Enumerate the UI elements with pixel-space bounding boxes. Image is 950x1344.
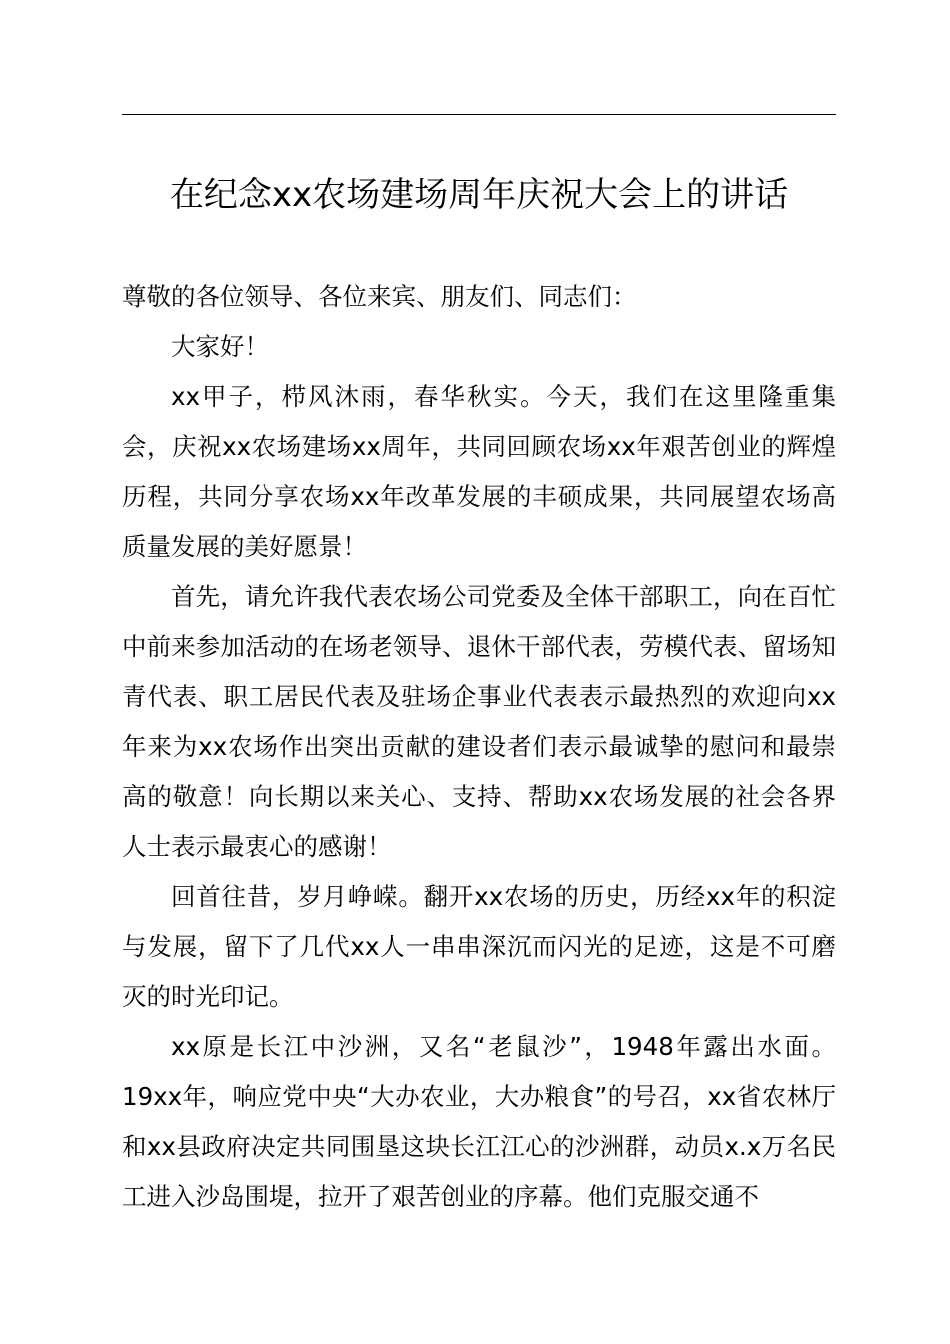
body-paragraph: xx甲子，栉风沐雨，春华秋实。今天，我们在这里隆重集会，庆祝xx农场建场xx周年，共同回顾农场xx年艰苦创业的辉煌历程，共同分享农场xx年改革发展的丰硕成果，共同展望农场高质量发展的美好愿景！ (122, 382, 836, 561)
body-paragraph: 首先，请允许我代表农场公司党委及全体干部职工，向在百忙中前来参加活动的在场老领导、退休干部代表，劳模代表、留场知青代表、职工居民代表及驻场企事业代表表示最热烈的欢迎向xx年来为xx农场作出突出贡献的建设者们表示最诚挚的慰问和最崇高的敬意！向长期以来关心、支持、帮助xx农场发展的社会各界人士表示最衷心的感谢！ (122, 582, 836, 861)
body-paragraph: xx原是长江中沙洲，又名“老鼠沙”，1948年露出水面。19xx年，响应党中央“大办农业，大办粮食”的号召，xx省农林厅和xx县政府决定共同围垦这块长江江心的沙洲群，动员x.x万名民工进入沙岛围堤，拉开了艰苦创业的序幕。他们克服交通不 (122, 1032, 836, 1211)
body-paragraph: 回首往昔，岁月峥嵘。翻开xx农场的历史，历经xx年的积淀与发展，留下了几代xx人一串串深沉而闪光的足迹，这是不可磨灭的时光印记。 (122, 882, 836, 1011)
salutation: 尊敬的各位领导、各位来宾、朋友们、同志们： (122, 282, 637, 311)
document-body (122, 272, 836, 1222)
document-title: 在纪念xx农场建场周年庆祝大会上的讲话 (169, 175, 789, 215)
header-rule (122, 114, 836, 115)
greeting: 大家好！ (171, 332, 269, 361)
